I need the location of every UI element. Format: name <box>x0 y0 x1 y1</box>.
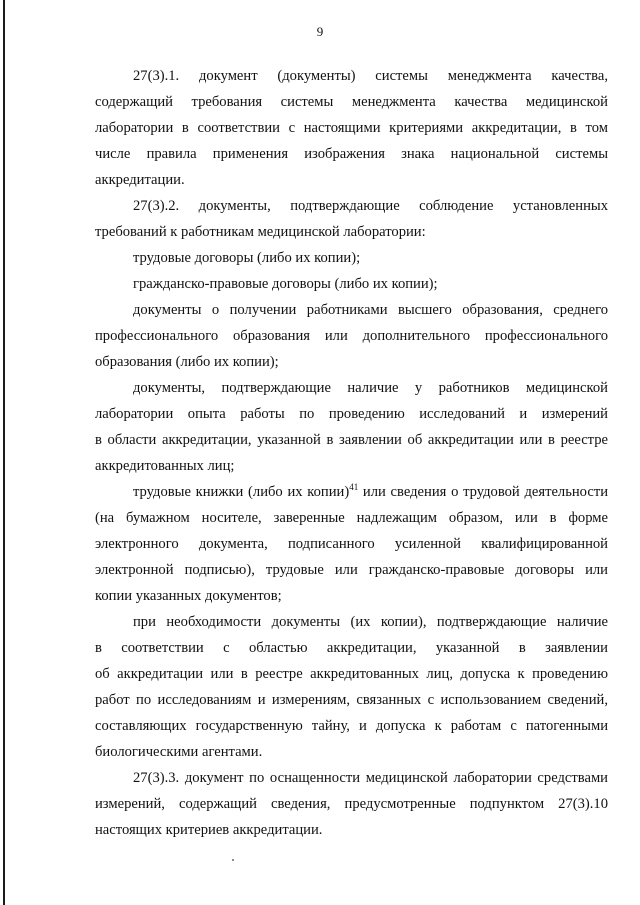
paragraph-line-with-footnote <box>133 482 608 502</box>
paragraph-line: требований к работникам медицинской лаборатории: <box>95 224 426 240</box>
line-text: трудовые книжки (либо их копии) <box>133 484 350 500</box>
paragraph-line: об аккредитации или в реестре аккредитованных лиц, допуска к проведению <box>95 666 608 682</box>
paragraph-line: лаборатории в соответствии с настоящими критериями аккредитации, в том <box>95 120 608 136</box>
paragraph-line: профессионального образования или дополнительного профессионального <box>95 328 608 344</box>
paragraph-line: документы, подтверждающие наличие у работников медицинской <box>133 380 608 396</box>
paragraph-line: документы о получении работниками высшего образования, среднего <box>133 302 608 318</box>
paragraph-line: трудовые договоры (либо их копии); <box>133 250 361 266</box>
paragraph-line: измерений, содержащий сведения, предусмотренные подпунктом 27(3).10 <box>95 796 608 812</box>
paragraph-line: (на бумажном носителе, заверенные надлежащим образом, или в форме <box>95 510 608 526</box>
footnote-ref: 41 <box>349 482 359 493</box>
paragraph-line: биологическими агентами. <box>95 744 263 760</box>
paragraph-line: 27(3).1. документ (документы) системы менеджмента качества, <box>133 68 608 84</box>
paragraph-line: в области аккредитации, указанной в заявлении об аккредитации или в реестре <box>95 432 608 448</box>
paragraph-line: работ по исследованиям и измерениям, связанных с использованием сведений, <box>95 692 608 708</box>
paragraph-line: электронной подписью), трудовые или гражданско-правовые договоры или <box>95 562 608 578</box>
line-text: или сведения о трудовой деятельности <box>358 484 609 500</box>
paragraph-line: 27(3).2. документы, подтверждающие соблюдение установленных <box>133 198 608 214</box>
paragraph-line: числе правила применения изображения знака национальной системы <box>95 146 608 162</box>
paragraph-line: содержащий требования системы менеджмента качества медицинской <box>95 94 608 110</box>
scan-edge <box>3 0 5 905</box>
paragraph-line: при необходимости документы (их копии), подтверждающие наличие <box>133 614 608 630</box>
paragraph-line: аккредитованных лиц; <box>95 458 235 474</box>
paragraph-line: составляющих государственную тайну, и допуска к работам с патогенными <box>95 718 608 734</box>
paragraph-line: в соответствии с областью аккредитации, указанной в заявлении <box>95 640 608 656</box>
paragraph-line: гражданско-правовые договоры (либо их копии); <box>133 276 438 292</box>
paragraph-line: лаборатории опыта работы по проведению исследований и измерений <box>95 406 608 422</box>
paragraph-line: образования (либо их копии); <box>95 354 279 370</box>
paragraph-line: 27(3).3. документ по оснащенности медицинской лаборатории средствами <box>133 770 608 786</box>
scan-speck <box>232 859 234 861</box>
page-number: 9 <box>316 24 324 39</box>
paragraph-line: копии указанных документов; <box>95 588 282 604</box>
paragraph-line: аккредитации. <box>95 172 185 188</box>
paragraph-line: электронного документа, подписанного усиленной квалифицированной <box>95 536 608 552</box>
paragraph-line: настоящих критериев аккредитации. <box>95 822 323 838</box>
